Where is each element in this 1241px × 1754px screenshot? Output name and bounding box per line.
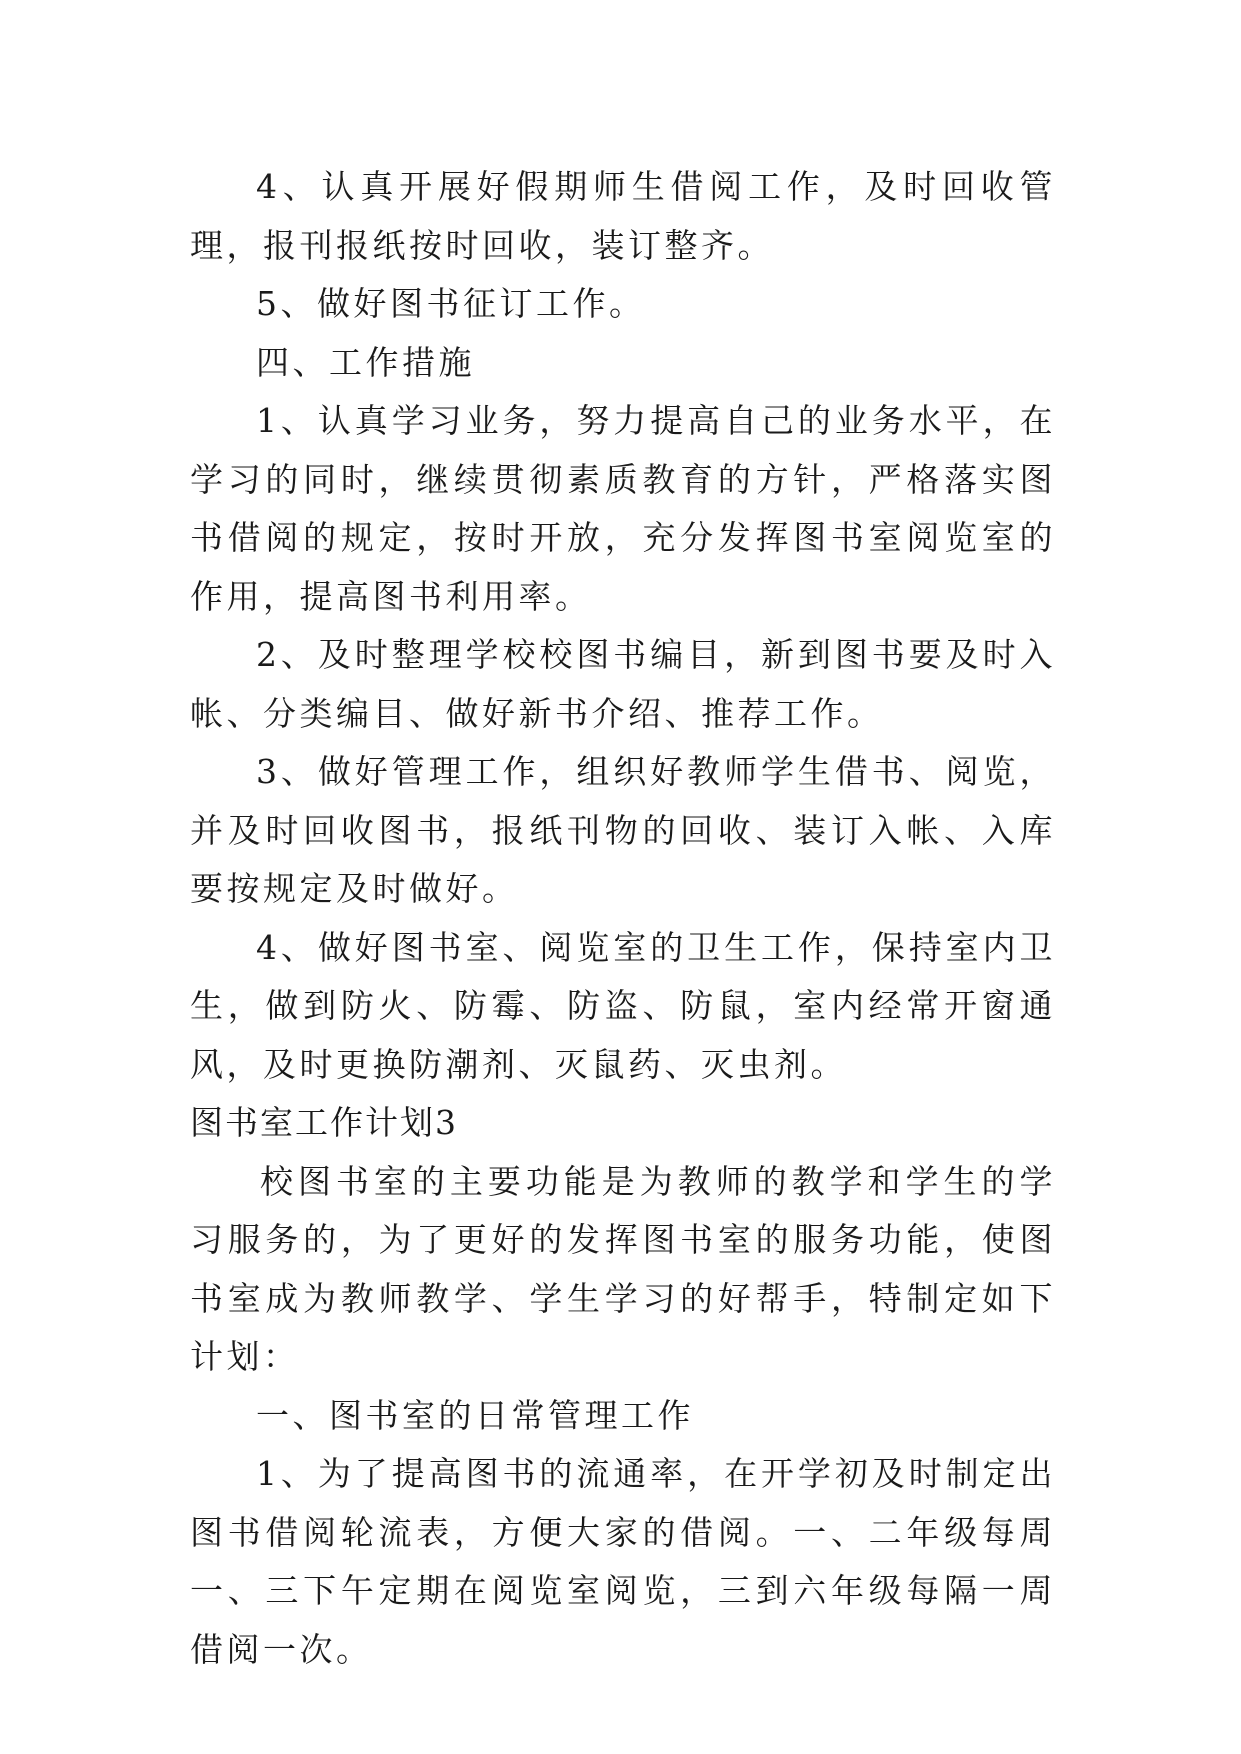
section-heading-daily-management: 一、图书室的日常管理工作 xyxy=(256,1395,694,1435)
paragraph-plan-intro: 校图书室的主要功能是为教师的教学和学生的学习服务的，为了更好的发挥图书室的服务功能，使图书室成为教师教学、学生学习的好帮手，特制定如下计划： xyxy=(190,1161,1056,1376)
paragraph-measure-1: 1、认真学习业务，努力提高自己的业务水平，在学习的同时，继续贯彻素质教育的方针，严格落实图书借阅的规定，按时开放，充分发挥图书室阅览室的作用，提高图书利用率。 xyxy=(190,401,1056,616)
paragraph-daily-1: 1、为了提高图书的流通率，在开学初及时制定出图书借阅轮流表，方便大家的借阅。一、二年级每周一、三下午定期在阅览室阅览，三到六年级每隔一周借阅一次。 xyxy=(190,1454,1056,1669)
paragraph-item-4-holiday-lending: 4、认真开展好假期师生借阅工作，及时回收管理，报刊报纸按时回收，装订整齐。 xyxy=(190,167,1056,265)
section-heading-work-measures: 四、工作措施 xyxy=(256,342,475,382)
plan-title: 图书室工作计划3 xyxy=(190,1103,458,1142)
document-body xyxy=(190,158,1056,1679)
paragraph-item-5-book-ordering: 5、做好图书征订工作。 xyxy=(256,284,646,323)
paragraph-measure-2: 2、及时整理学校校图书编目，新到图书要及时入帐、分类编目、做好新书介绍、推荐工作。 xyxy=(190,635,1056,733)
paragraph-measure-4: 4、做好图书室、阅览室的卫生工作，保持室内卫生，做到防火、防霉、防盗、防鼠，室内经常开窗通风，及时更换防潮剂、灭鼠药、灭虫剂。 xyxy=(190,927,1056,1084)
paragraph-measure-3: 3、做好管理工作，组织好教师学生借书、阅览，并及时回收图书，报纸刊物的回收、装订入帐、入库要按规定及时做好。 xyxy=(190,752,1056,908)
